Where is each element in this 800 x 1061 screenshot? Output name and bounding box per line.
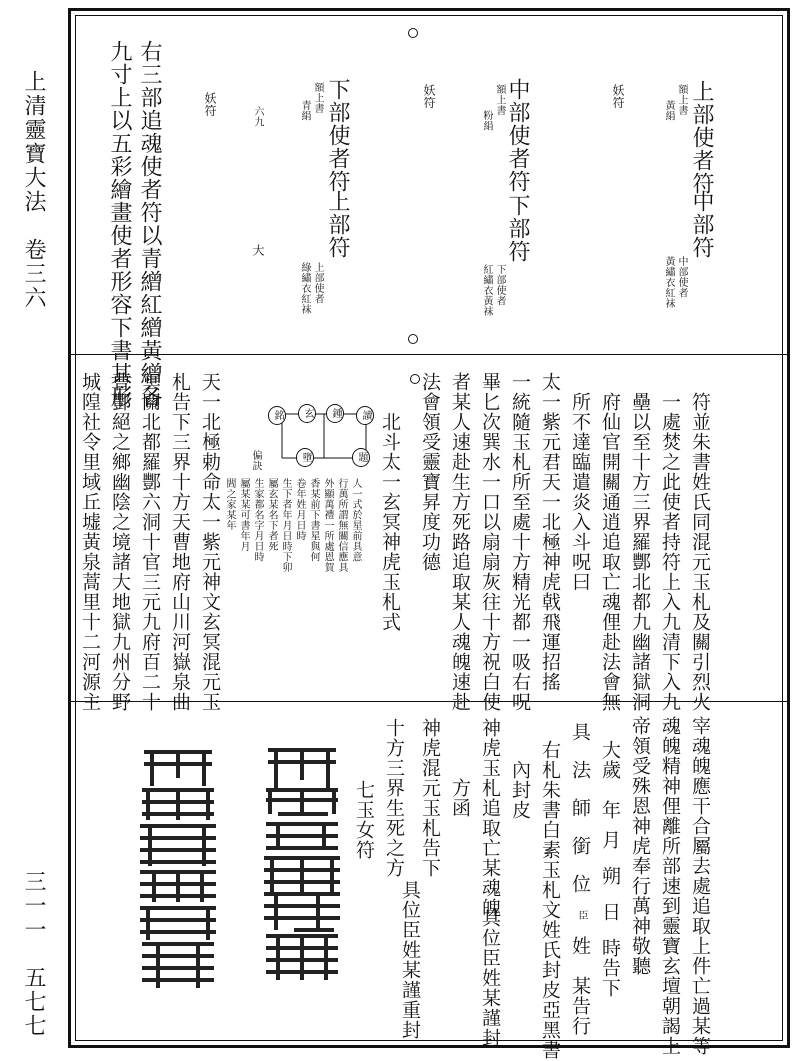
text-column: 妖符 — [611, 84, 625, 109]
text-column: 一統隨玉札所至處十方精光都一吸右呪 — [509, 372, 531, 712]
text-column: 妖符 — [422, 84, 436, 109]
annotation: 黃絹 — [663, 100, 674, 121]
annotation: 額上書 — [494, 84, 505, 116]
text-column: 中部使者符 — [505, 78, 530, 193]
seal-circle: 鍾 — [326, 404, 344, 423]
annotation: 上部使者 — [312, 262, 323, 304]
text-column: 中部符 — [689, 190, 714, 259]
text-column: 右札朱書白素玉札文姓氏封皮亞黑書 — [539, 740, 561, 1060]
text-column: 具位臣姓某謹封 — [479, 908, 501, 1048]
seal-circle: 墮 — [296, 448, 314, 467]
text-fragment: 位 — [569, 874, 591, 894]
annotation: 大 — [251, 244, 265, 257]
text-column: 方函 — [449, 778, 471, 818]
annotation: 六九 — [252, 106, 263, 127]
text-fragment: 師 — [569, 798, 591, 818]
text-column: 神虎玉札追取亡某魂魄 — [479, 718, 501, 918]
text-fragment: 具 — [569, 722, 591, 742]
annotation: 生下者年月日時下卯 — [280, 478, 291, 573]
text-column: 畢匕次巽水一口以扇扇灰往十方祝白使 — [479, 372, 501, 712]
section-divider-1 — [70, 354, 788, 355]
talisman-figure — [258, 740, 346, 990]
text-column: 冥關北都羅酆六洞十官三元九府百二十 — [139, 372, 161, 712]
text-fragment: 大歲 — [599, 740, 621, 780]
book-title: 上清靈寶大法 卷三六 — [21, 70, 46, 310]
annotation: 黃繡衣紅袜 — [663, 256, 674, 309]
text-column: 下部符 — [505, 194, 530, 263]
text-fragment: 姓 — [569, 936, 591, 956]
text-column: 上部使者符 — [689, 80, 714, 195]
seal-circle: 讀 — [356, 406, 374, 425]
text-column: 右三部追魂使者符以青繒紅繒黃繒各 — [137, 40, 162, 408]
text-fragment: 法 — [569, 760, 591, 780]
seal-circle: 題 — [352, 448, 370, 467]
text-column: 魂魄精神俚離所部速到靈寶玄壇朝謁上 — [659, 716, 681, 1056]
text-column: 符並朱書姓氏同混元玉札及關引烈火 — [689, 392, 711, 712]
text-column: 帝領受殊恩神虎奉行萬神敬聽 — [629, 716, 651, 976]
text-column: 札告下三界十方天曹地府山川河嶽泉曲 — [169, 372, 191, 712]
text-fragment: 日 — [599, 902, 621, 922]
annotation: 額上書 — [312, 82, 323, 114]
text-fragment: 臣 — [576, 910, 587, 921]
text-fragment: 朔 — [599, 866, 621, 886]
text-fragment: 時告下 — [599, 938, 621, 998]
text-column: 府仙官開關通逍追取亡魂俚赴法會無 — [599, 392, 621, 712]
text-column: 北斗太一玄冥神虎玉札式 — [379, 412, 401, 632]
text-column: 壘以至十方三界羅酆北都九幽諸獄洞 — [629, 392, 651, 712]
annotation: 生家都名字月日時 — [252, 478, 263, 562]
text-column: 九寸上以五彩繪畫使者形容下書其形 — [107, 40, 132, 408]
text-column: 所不達臨遣炎入斗呪曰 — [569, 392, 591, 592]
text-column: 十方三界生死之方 — [383, 718, 405, 878]
annotation: 人一式於星前具意 — [350, 478, 361, 562]
text-column: 天一北極勅命太一紫元神文玄冥混元玉 — [199, 372, 221, 712]
text-fragment: 銜 — [569, 836, 591, 856]
circle-mark-section2 — [410, 374, 420, 384]
text-column: 法會領受靈寶昇度功德 — [419, 372, 441, 572]
text-fragment: 月 — [599, 830, 621, 850]
annotation: 卷年姓月日時 — [294, 478, 305, 541]
text-column: 太一紫元君天一北極神虎戟飛運招搖 — [539, 372, 561, 692]
text-column: 宰魂魄應干合屬去處追取上件亡過某等 — [689, 716, 711, 1056]
text-column: 者某人速赴生方死路追取某人魂魄速赴 — [449, 372, 471, 712]
annotation: 屬某某可書年月 — [238, 478, 249, 552]
text-fragment: 年 — [599, 800, 621, 820]
text-column: 一處焚之此使者持符上入九清下入九 — [659, 392, 681, 712]
annotation: 下部使者 — [494, 264, 505, 306]
diagram-label: 偏訣 — [250, 450, 261, 471]
annotation: 行萬所謂無關信應具 — [336, 478, 347, 573]
annotation: 粉絹 — [481, 110, 492, 131]
annotation: 香某前下書星與何 — [308, 478, 319, 562]
annotation: 閻之家某年 — [224, 478, 235, 531]
page-number: 三一一 五七七 — [21, 870, 46, 1038]
annotation: 額上書 — [676, 84, 687, 116]
annotation: 青絹 — [299, 100, 310, 121]
text-column: 七玉女符 — [353, 780, 375, 860]
text-column: 城隍社令里域丘墟黃泉蒿里十二河源主 — [79, 372, 101, 712]
annotation: 中部使者 — [676, 256, 687, 298]
annotation: 外顯萬禮一所處恩賀 — [322, 478, 333, 573]
annotation: 屬玄某名下者死 — [266, 478, 277, 552]
circle-mark-top — [408, 28, 418, 38]
annotation: 紅繡衣黃袜 — [481, 264, 492, 317]
text-column: 內封皮 — [509, 760, 531, 820]
text-column: 妖符 — [203, 92, 217, 117]
text-column: 上部符 — [325, 190, 350, 259]
circle-mark-bottom — [408, 334, 418, 344]
text-column: 具位臣姓某謹重封 — [399, 880, 421, 1040]
text-column: 神虎混元玉札告下 — [419, 718, 441, 878]
text-column: 曹酆絕之鄉幽陰之境諸大地獄九州分野 — [109, 372, 131, 712]
text-column: 下部使者符 — [325, 78, 350, 193]
text-fragment: 某告行 — [569, 976, 591, 1036]
annotation: 綠繡衣紅袜 — [299, 262, 310, 315]
seal-circle: 玄 — [298, 404, 316, 423]
seal-circle: 銘 — [268, 406, 286, 425]
talisman-figure — [134, 744, 222, 994]
